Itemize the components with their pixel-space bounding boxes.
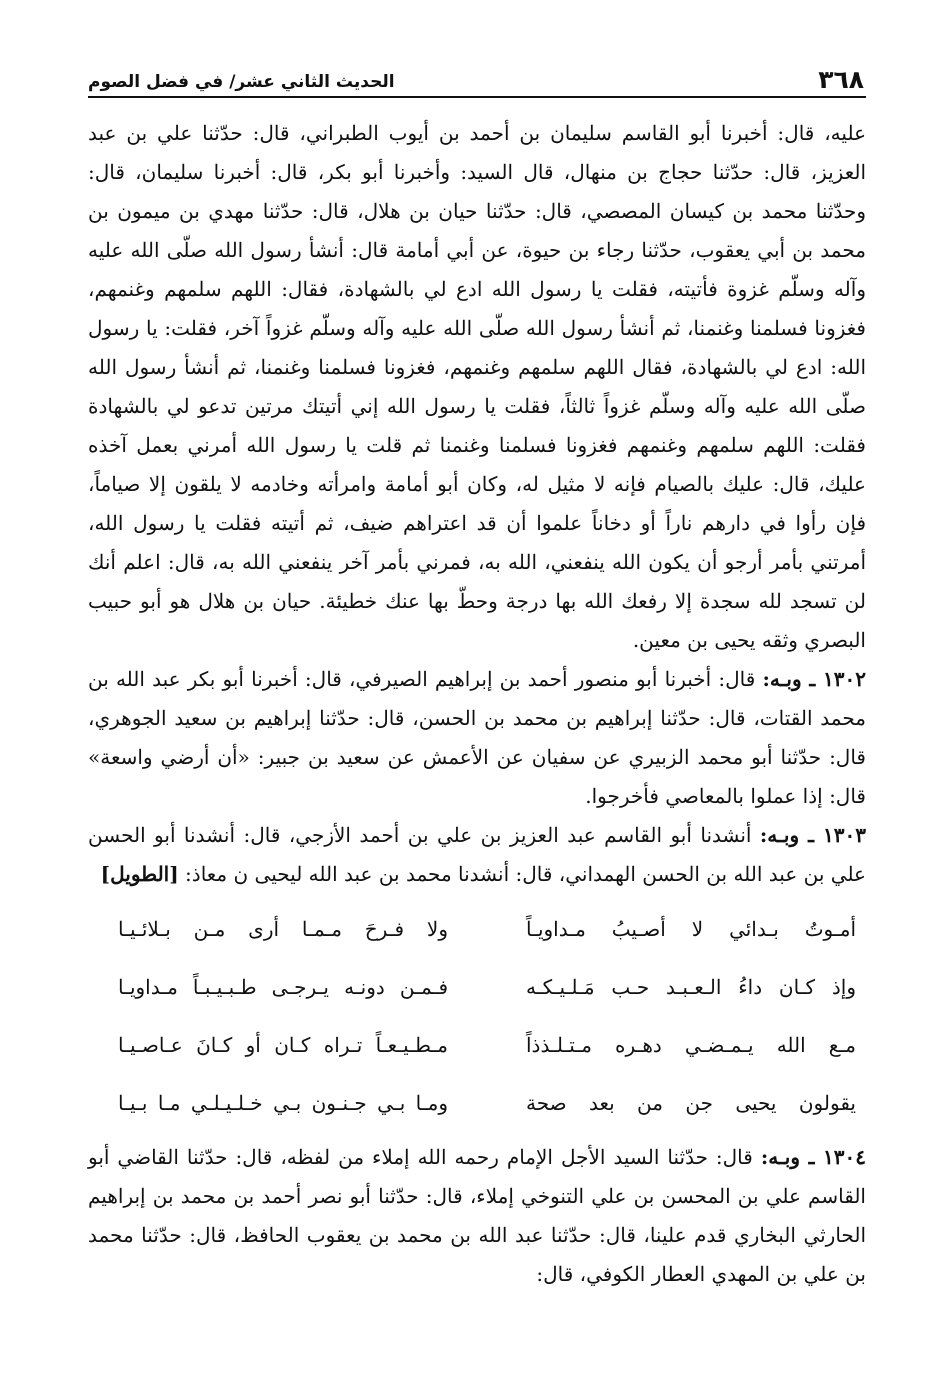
verse-second-hemistich: فـمـن دونـه يـرجـى طـبـيـبـاً مـداويـا [118, 974, 448, 999]
poem-verse [88, 1074, 866, 1132]
paragraph-1: عليه، قال: أخبرنا أبو القاسم سليمان بن أحمد بن أيوب الطبراني، قال: حدّثنا علي بن عبد العزيز، قال: حدّثنا حجاج بن منهال، قال السيد: وأخبرنا أبو بكر، قال: أخبرنا سليمان، قال: وحدّثنا محمد بن كيسان المصصي، قال: حدّثنا حيان بن هلال، قال: حدّثنا مهدي بن ميمون بن محمد بن أبي يعقوب، حدّثنا رجاء بن حيوة، عن أبي أمامة قال: أنشأ رسول الله صلّى الله عليه وآله وسلّم غزوة فأتيته، فقلت يا رسول الله ادع لي بالشهادة، فقال: اللهم سلمهم وغنمهم، فغزونا فسلمنا وغنمنا، ثم أنشأ رسول الله صلّى الله عليه وآله وسلّم غزواً آخر، فقلت: يا رسول الله: ادع لي بالشهادة، فقال اللهم سلمهم وغنمهم، فغزونا فسلمنا وغنمنا، ثم أنشأ رسول الله صلّى الله عليه وآله وسلّم غزواً ثالثاً، فقلت يا رسول الله إني أتيتك مرتين تدعو لي بالشهادة فقلت: اللهم سلمهم وغنمهم فغزونا فسلمنا وغنمنا ثم قلت يا رسول الله أمرني بعمل آخذه عليك، قال: عليك بالصيام فإنه لا مثيل له، وكان أبو أمامة وامرأته وخادمه لا يلقون إلا صياماً، فإن رأوا في دارهم ناراً أو دخاناً علموا أن قد اعتراهم ضيف، ثم أتيته فقلت يا رسول الله، أمرتني بأمر أرجو أن يكون الله ينفعني، الله به، فمرني بأمر آخر ينفعني الله به، قال: اعلم أنك لن تسجد لله سجدة إلا رفعك الله بها درجة وحطّ بها عنك خطيئة. حيان بن هلال هو أبو حبيب البصري وثقه يحيى بن معين. [88, 121, 867, 652]
verse-second-hemistich: مـطـيـعـاً تـراه كـان أو كـانَ عـاصـيـا [118, 1032, 448, 1057]
hadith-text-1303: أنشدنا أبو القاسم عبد العزيز بن علي بن أحمد الأزجي، قال: أنشدنا أبو الحسن علي بن عبد الله بن الحسن الهمداني، قال: أنشدنا محمد بن عبد الله ليحيى ن معاذ: [88, 823, 866, 886]
poem-verse [88, 900, 866, 958]
verse-second-hemistich: ومـا بـي جـنـون بـي خـلـيـلـي مـا بـيـا [118, 1090, 448, 1115]
running-title: الحديث الثاني عشر/ في فضل الصوم [88, 72, 395, 92]
page-body [88, 114, 866, 1294]
verse-first-hemistich: وإذ كـان داءُ الـعـبـد حـب مَـلـيـكـه [526, 974, 856, 999]
paragraph-1302 [88, 660, 866, 816]
hadith-text-1304: قال: حدّثنا السيد الأجل الإمام رحمه الله إملاء من لفظه، قال: حدّثنا القاضي أبو القاسم علي بن المحسن بن علي التنوخي إملاء، قال: حدّثنا أبو نصر أحمد بن محمد بن إبراهيم الحارثي البخاري قدم علينا، قال: حدّثنا عبد الله بن محمد بن يعقوب الحافظ، قال: حدّثنا محمد بن علي بن المهدي العطار الكوفي، قال: [88, 1145, 866, 1286]
hadith-text-1302: قال: أخبرنا أبو منصور أحمد بن إبراهيم الصيرفي، قال: أخبرنا أبو بكر عبد الله بن محمد القتات، قال: حدّثنا إبراهيم بن محمد بن الحسن، قال: حدّثنا إبراهيم بن سعيد الجوهري، قال: حدّثنا أبو محمد الزبيري عن سفيان عن الأعمش عن سعيد بن جبير: «أن أرضي واسعة» قال: إذا عملوا بالمعاصي فأخرجوا. [88, 667, 866, 808]
document-page [88, 56, 866, 1346]
poem-verse [88, 958, 866, 1016]
page-number: ٣٦٨ [818, 65, 864, 94]
paragraph-1304 [88, 1138, 866, 1294]
verse-first-hemistich: يقولون يحيى جن من بعد صحة [526, 1090, 856, 1115]
verse-first-hemistich: مـع الله يـمـضـي دهـره مـتـلـذذاً [526, 1032, 856, 1057]
hadith-number-1302: ١٣٠٢ ـ وبـه: [762, 667, 867, 691]
poem-verse [88, 1016, 866, 1074]
page-header [88, 56, 866, 98]
hadith-number-1304: ١٣٠٤ ـ وبـه: [760, 1145, 866, 1169]
poem-meter-label: [الطويل] [100, 862, 179, 886]
verse-first-hemistich: أمـوتُ بـدائي لا أصـيبُ مـداويـاً [526, 916, 856, 941]
verse-second-hemistich: ولا فـرحَ مـمـا أرى مـن بـلائـيـا [118, 916, 448, 941]
hadith-number-1303: ١٣٠٣ ـ وبـه: [759, 823, 866, 847]
poem [88, 900, 866, 1132]
paragraph-1303 [88, 816, 866, 894]
